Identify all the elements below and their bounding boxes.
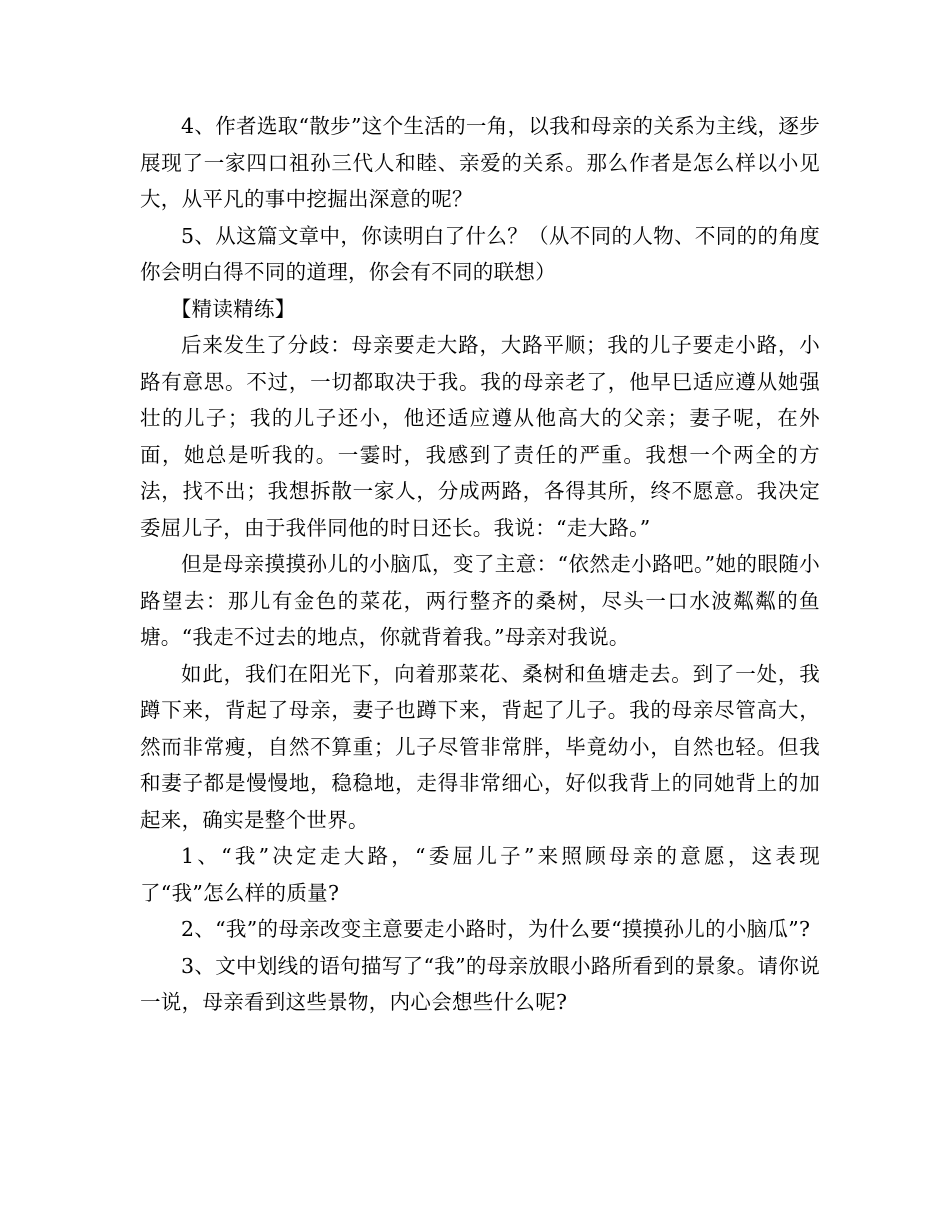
passage-paragraph-2: 但是母亲摸摸孙儿的小脑瓜，变了主意：“依然走小路吧。”她的眼随小路望去：那儿有金色的菜花，两行整齐的桑树，尽头一口水波粼粼的鱼塘。“我走不过去的地点，你就背着我。”母亲对我说。 bbox=[140, 552, 820, 649]
exercise-question-1: 1、“我”决定走大路，“委屈儿子”来照顾母亲的意愿，这表现了“我”怎么样的质量? bbox=[140, 844, 820, 905]
exercise-question-2: 2、“我”的母亲改变主意要走小路时，为什么要“摸摸孙儿的小脑瓜”? bbox=[181, 917, 811, 941]
section-heading: 【精读精练】 bbox=[170, 296, 296, 321]
exercise-question-3: 3、文中划线的语句描写了“我”的母亲放眼小路所看到的景象。请你说一说，母亲看到这些景物，内心会想些什么呢? bbox=[140, 953, 820, 1014]
passage-paragraph-1: 后来发生了分歧：母亲要走大路，大路平顺；我的儿子要走小路，小路有意思。不过，一切都取决于我。我的母亲老了，他早巳适应遵从她强壮的儿子；我的儿子还小，他还适应遵从他高大的父亲；妻子呢，在外面，她总是听我的。一霎时，我感到了责任的严重。我想一个两全的方法，找不出；我想拆散一家人，分成两路，各得其所，终不愿意。我决定委屈儿子，由于我伴同他的时日还长。我说：“走大路。” bbox=[140, 333, 820, 540]
question-paragraph-5: 5、从这篇文章中，你读明白了什么？（从不同的人物、不同的的角度你会明白得不同的道理，你会有不同的联想） bbox=[140, 223, 820, 284]
document-body bbox=[140, 108, 820, 1021]
passage-paragraph-3: 如此，我们在阳光下，向着那菜花、桑树和鱼塘走去。到了一处，我蹲下来，背起了母亲，妻子也蹲下来，背起了儿子。我的母亲尽管高大，然而非常瘦，自然不算重；儿子尽管非常胖，毕竟幼小，自然也轻。但我和妻子都是慢慢地，稳稳地，走得非常细心，好似我背上的同她背上的加起来，确实是整个世界。 bbox=[140, 661, 820, 832]
question-paragraph-4: 4、作者选取“散步”这个生活的一角，以我和母亲的关系为主线，逐步展现了一家四口祖孙三代人和睦、亲爱的关系。那么作者是怎么样以小见大，从平凡的事中挖掘出深意的呢？ bbox=[140, 114, 820, 211]
